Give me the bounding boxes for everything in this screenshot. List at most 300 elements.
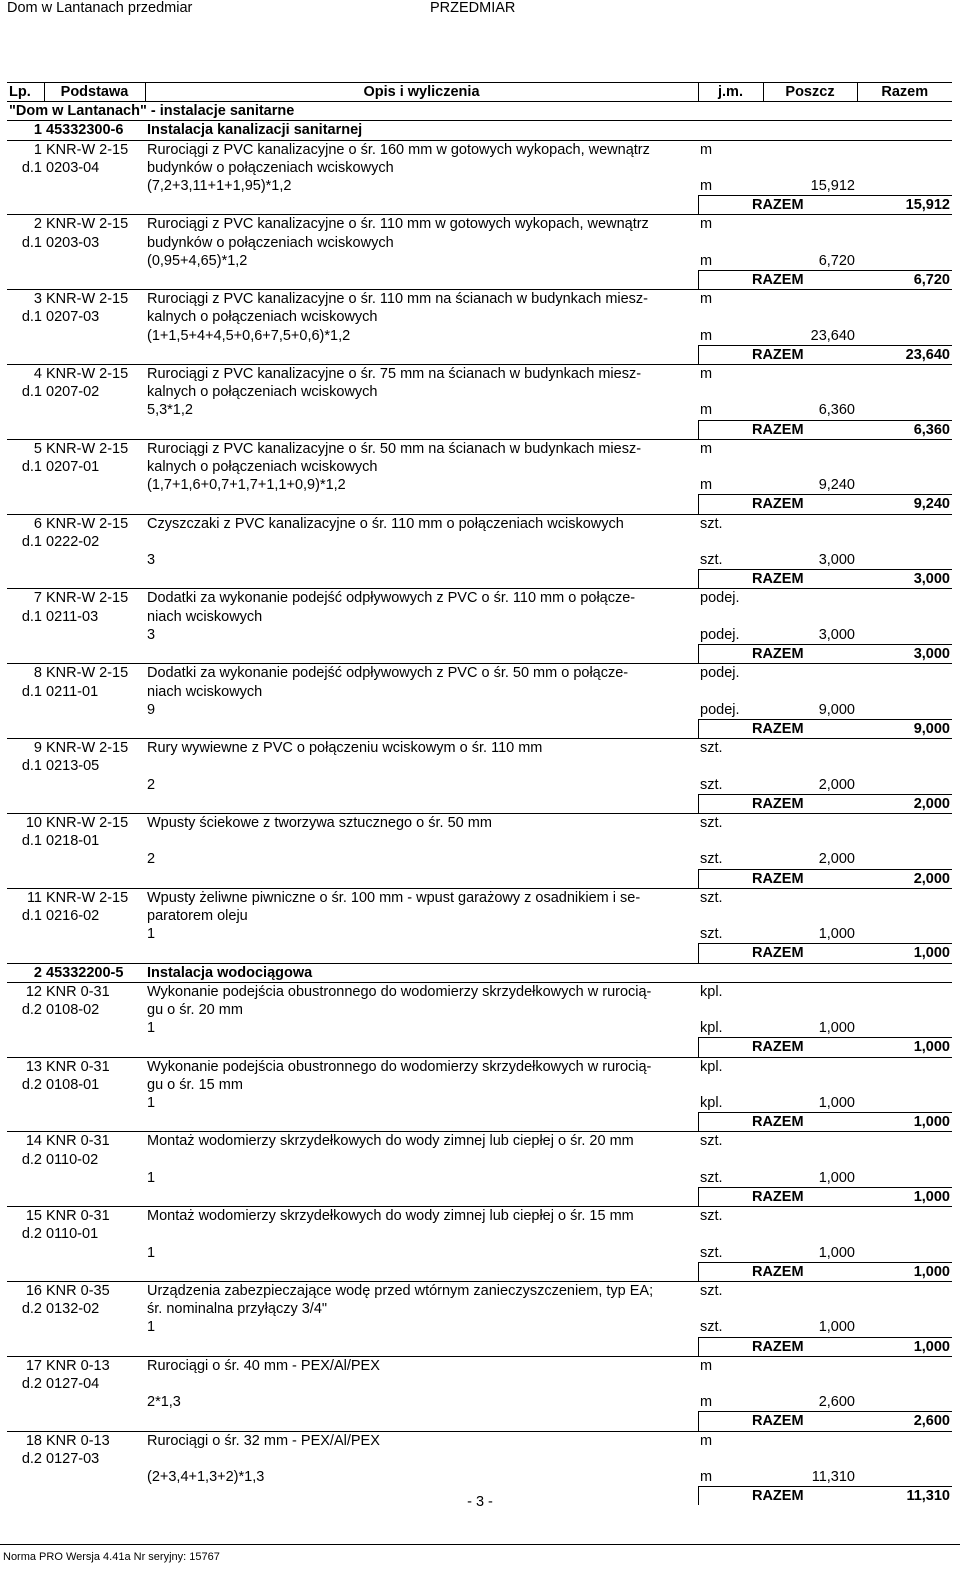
item-lp-chapter: d.2 [21,1076,42,1093]
item-unit: kpl. [698,1057,763,1076]
item-base-catalog: KNR-W 2-15 [44,514,145,533]
total-label: RAZEM [698,1337,857,1356]
item-base-position: 0207-02 [46,384,100,401]
item-row [7,1356,952,1375]
total-row [7,420,952,439]
item-base-position: 0108-02 [46,1001,100,1018]
total-label: RAZEM [698,1113,857,1132]
section-title: Instalacja kanalizacji sanitarnej [145,121,952,140]
document-title: Dom w Lantanach przedmiar [7,0,193,16]
item-lp-chapter: d.1 [21,384,42,401]
item-row [7,439,952,458]
calculation-row [7,1468,952,1487]
total-row [7,869,952,888]
calculation-row [7,1244,952,1263]
total-value: 1,000 [857,1337,952,1356]
item-lp-chapter: d.2 [21,1301,42,1318]
partial-value: 1,000 [818,1319,855,1336]
item-base-catalog: KNR 0-31 [44,1057,145,1076]
partial-value: 9,240 [818,477,855,494]
item-description-line: Montaż wodomierzy skrzydełkowych do wody zimnej lub ciepłej o śr. 20 mm [145,1132,698,1151]
item-base-position: 0211-03 [46,608,99,625]
item-base-position: 0127-03 [46,1450,100,1467]
item-description-line: Urządzenia zabezpieczające wodę przed wtórnym zanieczyszczeniem, typ EA; [145,1282,698,1301]
item-lp-chapter: d.2 [21,1151,42,1168]
item-unit: szt. [698,813,763,832]
item-lp: 6 [7,514,44,533]
item-row-2 [7,1375,952,1393]
total-value: 6,720 [857,271,952,290]
item-unit: kpl. [698,982,763,1001]
total-label: RAZEM [698,1262,857,1281]
item-unit: podej. [698,664,763,683]
total-value: 9,000 [857,719,952,738]
item-base-catalog: KNR-W 2-15 [44,888,145,907]
col-header-lp: Lp. [7,83,44,102]
section-number: 1 [7,121,44,140]
item-base-position: 0216-02 [46,907,100,924]
col-header-razem: Razem [857,83,952,102]
item-description-line: niach wciskowych [147,608,263,625]
item-base-position: 0110-02 [46,1151,99,1168]
item-row-2 [7,1300,952,1318]
item-lp: 12 [7,982,44,1001]
total-label: RAZEM [698,1187,857,1206]
calculation-formula: 9 [147,701,156,718]
total-row [7,1038,952,1057]
calculation-unit: kpl. [700,1094,723,1111]
total-label: RAZEM [698,495,857,514]
calculation-formula: 1 [147,1169,156,1186]
item-unit: m [698,365,763,384]
item-row-2 [7,1076,952,1094]
item-description-line: Dodatki za wykonanie podejść odpływowych z PVC o śr. 50 mm o połącze- [145,664,698,683]
item-lp: 16 [7,1282,44,1301]
calculation-unit: szt. [700,552,723,569]
item-lp-chapter: d.1 [21,234,42,251]
section-code: 45332300-6 [44,121,145,140]
item-row-2 [7,1225,952,1243]
partial-value: 1,000 [818,1244,855,1261]
partial-value: 23,640 [810,327,855,344]
item-row-2 [7,383,952,401]
item-lp: 14 [7,1132,44,1151]
calculation-formula: 5,3*1,2 [147,402,193,419]
calculation-row [7,327,952,346]
item-description-line: budynków o połączeniach wciskowych [147,159,394,176]
project-title-row [7,102,952,121]
total-row [7,1187,952,1206]
total-row [7,1262,952,1281]
item-row-2 [7,683,952,701]
total-value: 23,640 [857,345,952,364]
item-row [7,514,952,533]
calculation-formula: 1 [147,1020,156,1037]
item-lp-chapter: d.1 [21,758,42,775]
calculation-formula: 3 [147,552,156,569]
calculation-row [7,252,952,271]
item-description-line: Rurociągi z PVC kanalizacyjne o śr. 50 mm na ścianach w budynkach miesz- [145,439,698,458]
item-lp: 4 [7,365,44,384]
item-unit: szt. [698,888,763,907]
item-unit: m [698,1356,763,1375]
item-lp-chapter: d.1 [21,608,42,625]
item-row-2 [7,907,952,925]
calculation-unit: szt. [700,776,723,793]
item-row-2 [7,608,952,626]
calculation-row [7,551,952,570]
partial-value: 2,000 [818,776,855,793]
total-label: RAZEM [698,196,857,215]
item-description-line: Czyszczaki z PVC kanalizacyjne o śr. 110 mm o połączeniach wciskowych [145,514,698,533]
total-value: 2,600 [857,1412,952,1431]
item-unit: m [698,439,763,458]
item-lp-chapter: d.2 [21,1376,42,1393]
item-description-line: śr. nominalna przyłączy 3/4" [147,1301,328,1318]
partial-value: 9,000 [818,701,855,718]
total-row [7,345,952,364]
item-description-line: kalnych o połączeniach wciskowych [147,309,378,326]
item-row [7,1132,952,1151]
item-description-line: Montaż wodomierzy skrzydełkowych do wody zimnej lub ciepłej o śr. 15 mm [145,1207,698,1226]
estimate-table [7,82,952,1505]
partial-value: 3,000 [818,552,855,569]
total-value: 1,000 [857,1262,952,1281]
item-lp-chapter: d.2 [21,1226,42,1243]
total-row [7,271,952,290]
item-description-line: niach wciskowych [147,683,263,700]
item-lp-chapter: d.1 [21,533,42,550]
calculation-unit: szt. [700,1169,723,1186]
item-unit: szt. [698,1282,763,1301]
item-row [7,1057,952,1076]
total-value: 6,360 [857,420,952,439]
partial-value: 6,360 [818,402,855,419]
calculation-row [7,1393,952,1412]
calculation-unit: m [700,252,713,269]
item-row-2 [7,757,952,775]
section-number: 2 [7,963,44,982]
total-value: 3,000 [857,645,952,664]
calculation-formula: 3 [147,626,156,643]
item-row [7,589,952,608]
item-row [7,140,952,159]
item-description-line: kalnych o połączeniach wciskowych [147,459,378,476]
partial-value: 1,000 [818,1094,855,1111]
item-description-line: paratorem oleju [147,907,248,924]
item-row [7,1282,952,1301]
calculation-row [7,626,952,645]
partial-value: 6,720 [818,252,855,269]
total-value: 1,000 [857,944,952,963]
item-description-line: Wykonanie podejścia obustronnego do wodomierzy skrzydełkowych w rurocią- [145,1057,698,1076]
calculation-formula: (0,95+4,65)*1,2 [147,252,248,269]
col-header-poszcz: Poszcz [763,83,857,102]
item-description-line: kalnych o połączeniach wciskowych [147,384,378,401]
item-description-line: Rurociągi o śr. 32 mm - PEX/Al/PEX [145,1431,698,1450]
calculation-row [7,177,952,196]
item-description-line: Rurociągi z PVC kanalizacyjne o śr. 160 mm w gotowych wykopach, wewnątrz [145,140,698,159]
total-row [7,794,952,813]
calculation-formula: 1 [147,1244,156,1261]
item-base-catalog: KNR-W 2-15 [44,739,145,758]
item-lp: 5 [7,439,44,458]
item-description-line: Wpusty żeliwne piwniczne o śr. 100 mm - wpust garażowy z osadnikiem i se- [145,888,698,907]
item-row [7,888,952,907]
item-lp-chapter: d.2 [21,1450,42,1467]
item-lp-chapter: d.2 [21,1001,42,1018]
footer-divider [0,1544,960,1545]
calculation-row [7,1318,952,1337]
total-value: 2,000 [857,869,952,888]
total-label: RAZEM [698,1038,857,1057]
calculation-unit: m [700,327,713,344]
item-unit: m [698,215,763,234]
total-row [7,719,952,738]
calculation-row [7,1094,952,1113]
item-base-position: 0110-01 [46,1226,99,1243]
item-base-catalog: KNR 0-13 [44,1356,145,1375]
item-lp-chapter: d.1 [21,683,42,700]
item-lp-chapter: d.1 [21,159,42,176]
item-lp: 2 [7,215,44,234]
item-lp: 18 [7,1431,44,1450]
item-unit: szt. [698,739,763,758]
item-base-position: 0213-05 [46,758,100,775]
calculation-unit: podej. [700,626,740,643]
partial-value: 1,000 [818,1020,855,1037]
item-row [7,1431,952,1450]
total-row [7,495,952,514]
item-description-line: Rurociągi z PVC kanalizacyjne o śr. 110 mm w gotowych wykopach, wewnątrz [145,215,698,234]
total-row [7,196,952,215]
item-row [7,365,952,384]
calculation-row [7,776,952,795]
calculation-formula: (1+1,5+4+4,5+0,6+7,5+0,6)*1,2 [147,327,351,344]
item-unit: m [698,1431,763,1450]
item-lp: 9 [7,739,44,758]
calculation-unit: m [700,178,713,195]
item-unit: szt. [698,1132,763,1151]
item-lp: 13 [7,1057,44,1076]
table-header-row [7,83,952,102]
total-row [7,1337,952,1356]
calculation-row [7,701,952,720]
calculation-unit: m [700,477,713,494]
total-row [7,944,952,963]
calculation-unit: szt. [700,1244,723,1261]
item-unit: podej. [698,589,763,608]
item-base-position: 0218-01 [46,833,100,850]
item-lp-chapter: d.1 [21,459,42,476]
item-row-2 [7,234,952,252]
item-row [7,813,952,832]
calculation-formula: (2+3,4+1,3+2)*1,3 [147,1469,265,1486]
total-label: RAZEM [698,271,857,290]
col-header-jm: j.m. [698,83,763,102]
item-description-line: Rurociągi z PVC kanalizacyjne o śr. 110 mm na ścianach w budynkach miesz- [145,290,698,309]
item-base-position: 0211-01 [46,683,99,700]
document-header [0,0,960,20]
item-row-2 [7,832,952,850]
calculation-formula: (7,2+3,11+1+1,95)*1,2 [147,178,292,195]
item-description-line: budynków o połączeniach wciskowych [147,234,394,251]
calculation-row [7,401,952,420]
item-row [7,290,952,309]
item-base-catalog: KNR 0-31 [44,1132,145,1151]
item-description-line: Dodatki za wykonanie podejść odpływowych z PVC o śr. 110 mm o połącze- [145,589,698,608]
section-row [7,963,952,982]
item-base-catalog: KNR-W 2-15 [44,589,145,608]
partial-value: 15,912 [810,178,855,195]
item-lp: 1 [7,140,44,159]
project-title: "Dom w Lantanach" - instalacje sanitarne [7,102,952,121]
calculation-row [7,1019,952,1038]
item-base-catalog: KNR 0-31 [44,982,145,1001]
item-row [7,664,952,683]
calculation-formula: 2 [147,851,156,868]
total-label: RAZEM [698,869,857,888]
item-unit: m [698,290,763,309]
total-value: 15,912 [857,196,952,215]
item-row [7,982,952,1001]
software-note: Norma PRO Wersja 4.41a Nr seryjny: 15767 [3,1551,220,1563]
item-base-catalog: KNR-W 2-15 [44,664,145,683]
item-lp: 3 [7,290,44,309]
item-base-position: 0127-04 [46,1376,100,1393]
item-lp: 11 [7,888,44,907]
item-description-line: Rurociągi z PVC kanalizacyjne o śr. 75 mm na ścianach w budynkach miesz- [145,365,698,384]
calculation-unit: podej. [700,701,740,718]
total-label: RAZEM [698,719,857,738]
total-label: RAZEM [698,420,857,439]
item-unit: szt. [698,1207,763,1226]
total-label: RAZEM [698,1412,857,1431]
calculation-formula: 1 [147,926,156,943]
item-lp-chapter: d.1 [21,833,42,850]
calculation-formula: 2 [147,776,156,793]
page-number: - 3 - [467,1494,493,1510]
item-row-2 [7,458,952,476]
item-row [7,1207,952,1226]
total-value: 9,240 [857,495,952,514]
total-row [7,645,952,664]
item-base-catalog: KNR 0-31 [44,1207,145,1226]
item-lp: 10 [7,813,44,832]
item-base-position: 0108-01 [46,1076,100,1093]
total-label: RAZEM [698,1487,857,1506]
total-row [7,1412,952,1431]
calculation-unit: m [700,1394,713,1411]
calculation-unit: m [700,402,713,419]
calculation-formula: 1 [147,1319,156,1336]
total-value: 11,310 [857,1487,952,1506]
document-type: PRZEDMIAR [430,0,516,16]
item-base-catalog: KNR-W 2-15 [44,365,145,384]
item-base-position: 0222-02 [46,533,100,550]
item-row-2 [7,1001,952,1019]
total-row [7,570,952,589]
partial-value: 1,000 [818,1169,855,1186]
total-value: 1,000 [857,1187,952,1206]
calculation-formula: (1,7+1,6+0,7+1,7+1,1+0,9)*1,2 [147,477,346,494]
total-label: RAZEM [698,570,857,589]
item-base-catalog: KNR 0-13 [44,1431,145,1450]
item-lp: 17 [7,1356,44,1375]
partial-value: 3,000 [818,626,855,643]
item-description-line: gu o śr. 15 mm [147,1076,243,1093]
item-base-catalog: KNR 0-35 [44,1282,145,1301]
item-base-position: 0207-01 [46,459,100,476]
item-description-line: Wykonanie podejścia obustronnego do wodomierzy skrzydełkowych w rurocią- [145,982,698,1001]
total-label: RAZEM [698,645,857,664]
item-row [7,215,952,234]
item-row [7,739,952,758]
total-value: 1,000 [857,1113,952,1132]
total-label: RAZEM [698,944,857,963]
calculation-unit: szt. [700,1319,723,1336]
partial-value: 2,000 [818,851,855,868]
calculation-row [7,476,952,495]
item-base-catalog: KNR-W 2-15 [44,813,145,832]
col-header-podstawa: Podstawa [44,83,145,102]
calculation-unit: szt. [700,926,723,943]
section-title: Instalacja wodociągowa [145,963,952,982]
item-unit: m [698,140,763,159]
calculation-row [7,850,952,869]
total-label: RAZEM [698,345,857,364]
calculation-unit: m [700,1469,713,1486]
item-lp-chapter: d.1 [21,907,42,924]
total-value: 3,000 [857,570,952,589]
total-value: 1,000 [857,1038,952,1057]
item-lp: 15 [7,1207,44,1226]
item-description-line: gu o śr. 20 mm [147,1001,243,1018]
item-description-line: Rurociągi o śr. 40 mm - PEX/Al/PEX [145,1356,698,1375]
calculation-unit: szt. [700,851,723,868]
item-row-2 [7,1450,952,1468]
item-lp: 7 [7,589,44,608]
item-base-position: 0203-04 [46,159,100,176]
item-base-catalog: KNR-W 2-15 [44,290,145,309]
item-base-catalog: KNR-W 2-15 [44,439,145,458]
item-row-2 [7,533,952,551]
item-base-position: 0132-02 [46,1301,100,1318]
calculation-formula: 2*1,3 [147,1394,181,1411]
partial-value: 1,000 [818,926,855,943]
item-unit: szt. [698,514,763,533]
item-base-position: 0203-03 [46,234,100,251]
total-label: RAZEM [698,794,857,813]
item-row-2 [7,1151,952,1169]
item-lp-chapter: d.1 [21,309,42,326]
item-base-catalog: KNR-W 2-15 [44,140,145,159]
item-base-position: 0207-03 [46,309,100,326]
item-base-catalog: KNR-W 2-15 [44,215,145,234]
item-lp: 8 [7,664,44,683]
item-row-2 [7,308,952,326]
item-row-2 [7,159,952,177]
calculation-formula: 1 [147,1094,156,1111]
calculation-row [7,1169,952,1188]
section-row [7,121,952,140]
partial-value: 11,310 [811,1469,855,1486]
item-description-line: Wpusty ściekowe z tworzywa sztucznego o śr. 50 mm [145,813,698,832]
total-value: 2,000 [857,794,952,813]
calculation-unit: kpl. [700,1020,723,1037]
section-code: 45332200-5 [44,963,145,982]
col-header-opis: Opis i wyliczenia [145,83,698,102]
